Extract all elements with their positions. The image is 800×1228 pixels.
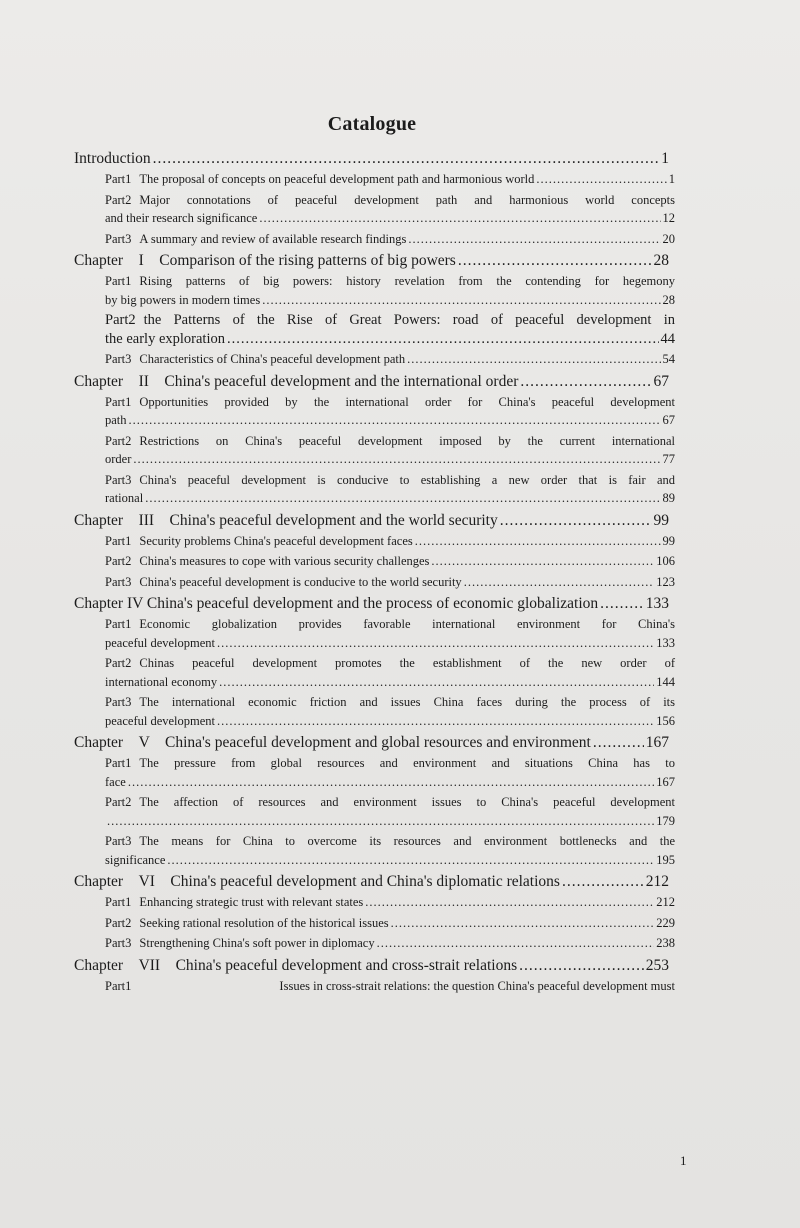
dot-leader: [415, 532, 661, 551]
toc-part-entry: [105, 914, 675, 933]
part-title-continued: significance: [105, 852, 166, 867]
part-title: The pressure from global resources and environment and situations China has to: [139, 756, 675, 770]
dot-leader: [365, 893, 654, 912]
page-number: 1: [680, 1153, 687, 1168]
page-ref: 44: [660, 330, 675, 347]
part-label: Part1: [105, 172, 132, 186]
page-ref: 238: [656, 936, 675, 950]
chapter-title: Chapter V China's peaceful development and global resources and environment: [74, 734, 591, 751]
dot-leader: [536, 170, 666, 189]
page-ref: 156: [656, 713, 675, 728]
dot-leader: [377, 934, 655, 953]
toc-part-entry: [105, 754, 675, 791]
part-label: Part3: [105, 936, 132, 950]
page-ref: 99: [662, 533, 675, 548]
dot-leader: [600, 594, 644, 613]
part-label: Part2: [105, 915, 132, 930]
part-label: Part1: [105, 756, 132, 770]
part-label: Part3: [105, 231, 132, 246]
toc-chapter-entry: [74, 511, 669, 530]
dot-leader: [464, 573, 655, 592]
part-label: Part1: [105, 617, 132, 631]
page-ref: 89: [662, 491, 675, 505]
chapter-title: Chapter IV China's peaceful development and the process of economic globalization: [74, 595, 599, 612]
part-label: Part2: [105, 192, 132, 207]
toc-part-entry: [105, 934, 675, 953]
part-label: Part2: [105, 433, 132, 448]
page-ref: 77: [662, 452, 675, 466]
part-label: Part3: [105, 695, 132, 709]
part-title: Enhancing strategic trust with relevant states: [139, 895, 364, 909]
part-label: Part2: [105, 554, 132, 568]
toc-part-entry: [105, 471, 675, 508]
part-title: Chinas peaceful development promotes the establishment of the new order of: [139, 656, 675, 670]
part-label: Part2: [105, 656, 132, 670]
part-title: Seeking rational resolution of the historical issues: [139, 915, 389, 930]
part-title: China's peaceful development is conducive to establishing a new order that is fair and: [139, 472, 675, 487]
chapter-title: Introduction: [74, 150, 151, 167]
part-title: Economic globalization provides favorable international environment for China's: [139, 617, 675, 631]
part-label: Part3: [105, 472, 132, 487]
page-ref: 28: [653, 252, 669, 269]
page-ref: 167: [656, 774, 675, 789]
part-label: Part1: [105, 978, 132, 993]
page-ref: 123: [656, 574, 675, 589]
toc-part-entry: [105, 230, 675, 249]
page-title: Catalogue: [327, 113, 417, 135]
part-title: Opportunities provided by the international order for China's peaceful development: [139, 394, 675, 409]
dot-leader: [259, 209, 660, 228]
part-title-continued: peaceful development: [105, 713, 216, 728]
page-ref: 1: [661, 150, 669, 167]
part-title: Issues in cross-strait relations: the question China's peaceful development must: [279, 978, 675, 993]
toc-part-entry: [105, 350, 675, 369]
toc-chapter-entry: [74, 872, 669, 891]
part-title-continued: path: [105, 413, 127, 427]
toc-part-entry: [105, 793, 675, 830]
toc-chapter-entry: [74, 733, 669, 752]
toc-part-entry: [105, 573, 675, 592]
page-ref: 106: [656, 554, 675, 568]
toc-chapter-entry: [74, 149, 669, 168]
part-title-continued: and their research significance: [105, 211, 258, 225]
page-ref: 99: [653, 511, 669, 529]
dot-leader: [219, 673, 654, 692]
dot-leader: [227, 330, 659, 349]
toc-chapter-entry: [74, 956, 669, 975]
part-title: Rising patterns of big powers: history revelation from the contending for hegemony: [139, 274, 675, 288]
page-ref: 144: [656, 674, 675, 689]
toc-part-entry: [105, 654, 675, 691]
toc-part-entry: [105, 170, 675, 189]
dot-leader: [520, 372, 651, 391]
part-title-continued: rational: [105, 491, 144, 505]
part-title-continued: the early exploration: [105, 330, 225, 347]
page-ref: 167: [645, 734, 669, 751]
page-ref: 67: [662, 413, 675, 427]
dot-leader: [167, 851, 654, 870]
part-label: Part3: [105, 352, 132, 366]
toc-part-entry: [105, 191, 675, 228]
page-ref: 133: [645, 595, 669, 612]
page-ref: 28: [662, 292, 675, 307]
part-label: Part2: [105, 795, 132, 809]
part-title: China's peaceful development is conducive to the world security: [139, 574, 462, 589]
page-ref: 253: [645, 956, 669, 974]
part-title-continued: order: [105, 452, 132, 466]
dot-leader: [133, 450, 660, 469]
page-ref: 179: [656, 813, 675, 828]
dot-leader: [519, 956, 644, 975]
toc-part-entry: [105, 552, 675, 571]
part-label: Part2: [105, 312, 136, 328]
dot-leader: [217, 712, 654, 731]
part-title: A summary and review of available research findings: [139, 231, 407, 246]
toc-part-entry: [105, 272, 675, 309]
dot-leader: [153, 149, 660, 168]
part-title: The international economic friction and issues China faces during the process of its: [139, 695, 675, 709]
dot-leader: [262, 291, 660, 310]
chapter-title: Chapter I Comparison of the rising patterns of big powers: [74, 252, 456, 269]
dot-leader: [217, 634, 654, 653]
part-label: Part1: [105, 394, 132, 409]
page-ref: 20: [662, 231, 675, 246]
toc-part-entry: [105, 311, 675, 348]
dot-leader: [128, 773, 654, 792]
chapter-title: Chapter VII China's peaceful development and cross-strait relations: [74, 956, 518, 974]
part-title: Characteristics of China's peaceful development path: [139, 352, 406, 366]
chapter-title: Chapter III China's peaceful development and the world security: [74, 511, 498, 529]
dot-leader: [458, 251, 652, 270]
dot-leader: [562, 872, 644, 891]
part-title: the Patterns of the Rise of Great Powers: road of peaceful development in: [143, 312, 675, 328]
part-title: Major connotations of peaceful development path and harmonious world concepts: [139, 192, 675, 207]
part-label: Part3: [105, 574, 132, 589]
part-title: Restrictions on China's peaceful development imposed by the current international: [139, 433, 675, 448]
dot-leader: [593, 733, 644, 752]
chapter-title: Chapter II China's peaceful development and the international order: [74, 372, 519, 390]
toc-part-entry: [105, 977, 675, 996]
part-title-continued: international economy: [105, 674, 218, 689]
part-label: Part1: [105, 274, 132, 288]
part-title: Strengthening China's soft power in diplomacy: [139, 936, 375, 950]
toc-chapter-entry: [74, 372, 669, 391]
part-title: China's measures to cope with various security challenges: [139, 554, 430, 568]
dot-leader: [129, 411, 661, 430]
part-label: Part1: [105, 533, 132, 548]
part-title: The proposal of concepts on peaceful development path and harmonious world: [139, 172, 535, 186]
dot-leader: [431, 552, 654, 571]
page-ref: 1: [668, 172, 675, 186]
dot-leader: [407, 350, 660, 369]
table-of-contents: [0, 146, 800, 995]
dot-leader: [500, 511, 652, 530]
toc-part-entry: [105, 693, 675, 730]
part-label: Part1: [105, 895, 132, 909]
toc-chapter-entry: [74, 251, 669, 270]
part-title: The means for China to overcome its resources and environment bottlenecks and the: [139, 834, 675, 848]
dot-leader: [391, 914, 655, 933]
dot-leader: [107, 812, 654, 831]
part-title-continued: by big powers in modern times: [105, 292, 261, 307]
dot-leader: [408, 230, 660, 249]
page-ref: 195: [656, 852, 675, 867]
page-ref: 67: [653, 372, 669, 390]
page-ref: 229: [656, 915, 675, 930]
toc-part-entry: [105, 615, 675, 652]
toc-part-entry: [105, 832, 675, 869]
page-ref: 12: [662, 211, 675, 225]
toc-chapter-entry: [74, 594, 669, 613]
toc-part-entry: [105, 432, 675, 469]
part-title-continued: peaceful development: [105, 635, 216, 650]
part-title: Security problems China's peaceful development faces: [139, 533, 413, 548]
part-label: Part3: [105, 834, 132, 848]
toc-part-entry: [105, 393, 675, 430]
dot-leader: [145, 489, 660, 508]
page-ref: 133: [656, 635, 675, 650]
page-ref: 212: [656, 895, 675, 909]
chapter-title: Chapter VI China's peaceful development and China's diplomatic relations: [74, 873, 560, 890]
part-title: The affection of resources and environment issues to China's peaceful development: [139, 795, 675, 809]
part-title-continued: face: [105, 774, 126, 789]
toc-part-entry: [105, 532, 675, 551]
page-ref: 212: [645, 873, 669, 890]
toc-part-entry: [105, 893, 675, 912]
page-ref: 54: [662, 352, 675, 366]
